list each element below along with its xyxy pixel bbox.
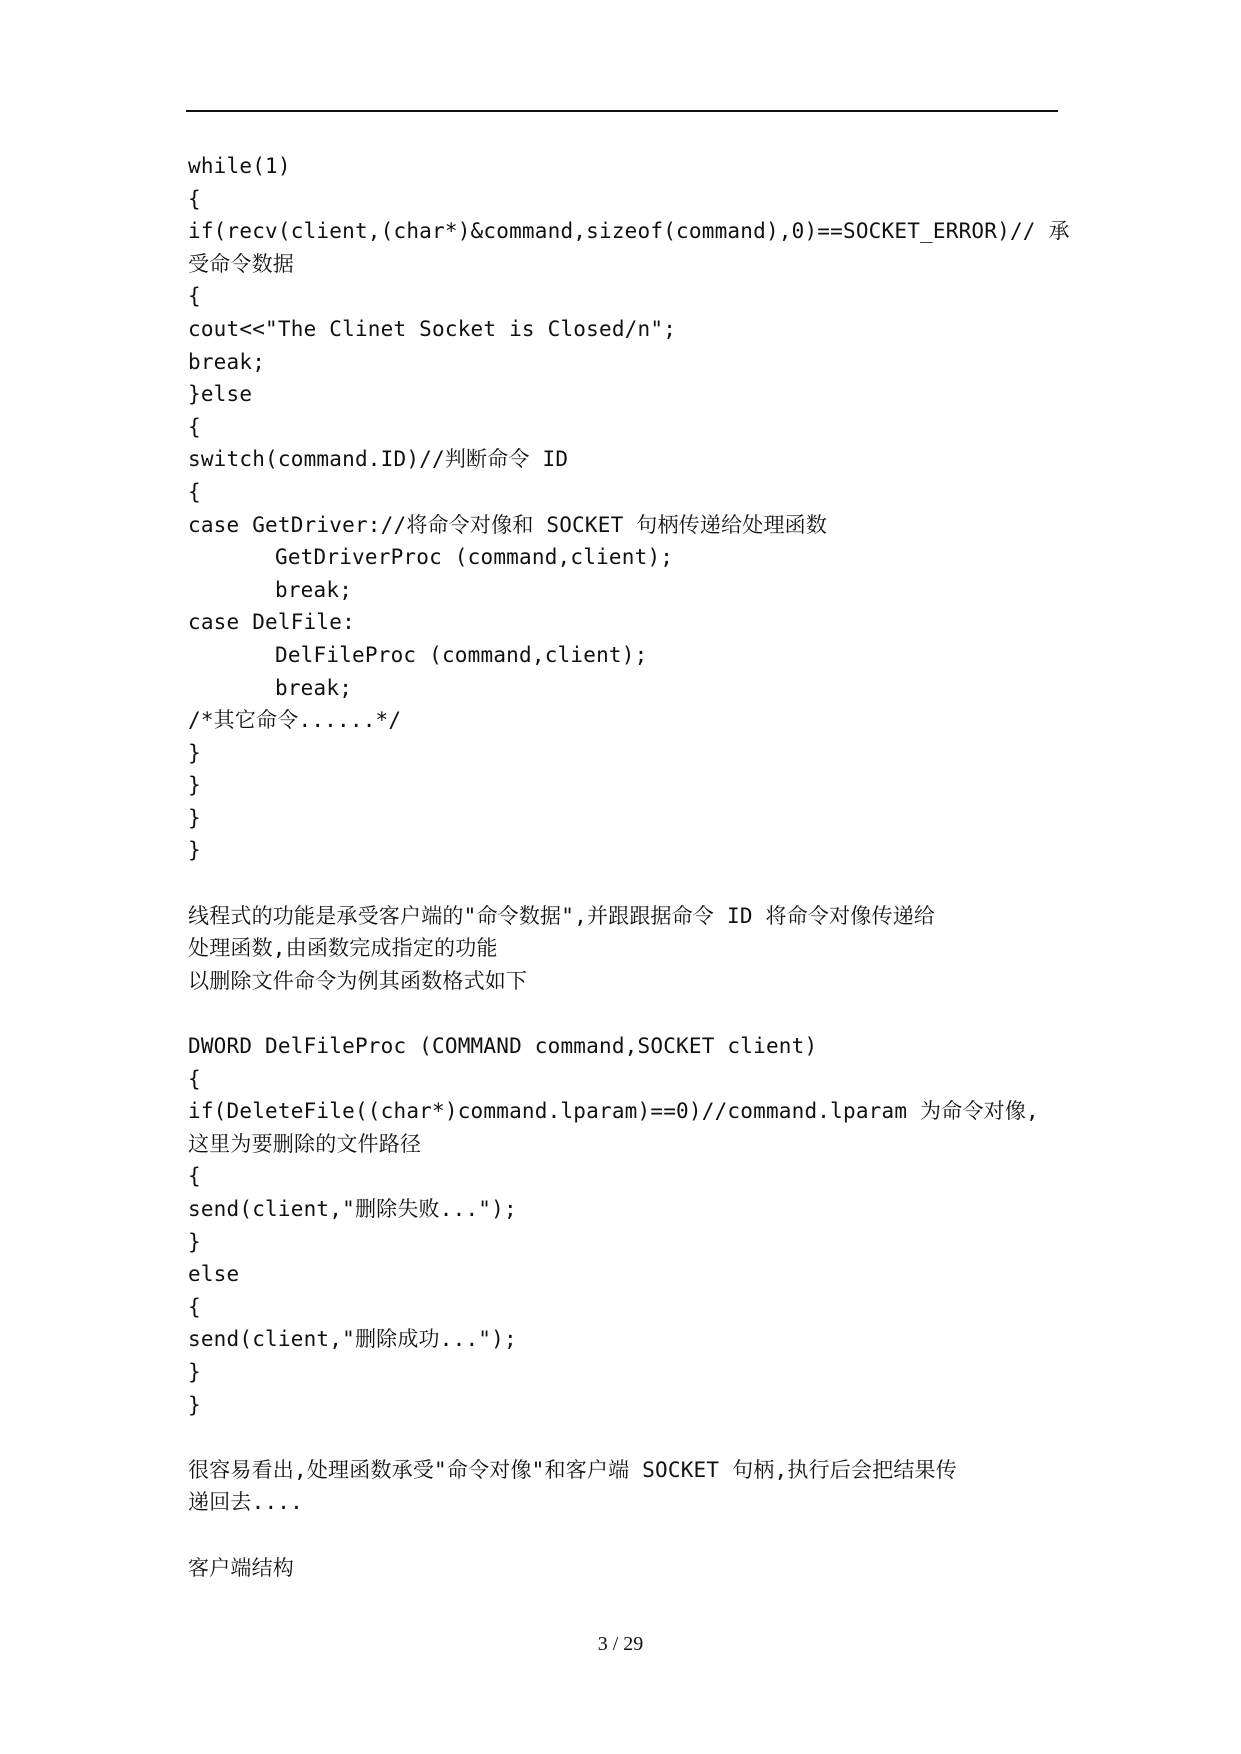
text-line: case DelFile: [188, 610, 355, 635]
text-line: { [188, 414, 201, 439]
blank-line [188, 1421, 1058, 1454]
text-line: 客户端结构 [188, 1555, 294, 1580]
text-line: 以删除文件命令为例其函数格式如下 [188, 968, 528, 993]
blank-line [188, 997, 1058, 1030]
page-number: 3 / 29 [597, 1633, 644, 1655]
text-line: send(client,"删除失败..."); [188, 1197, 517, 1221]
text-line: /*其它命令......*/ [188, 708, 402, 733]
text-line: }else [188, 382, 253, 407]
text-line: { [188, 186, 201, 211]
text-line: send(client,"删除成功..."); [188, 1327, 517, 1352]
text-line: } [188, 740, 201, 765]
text-line: } [188, 1359, 201, 1384]
text-line: case GetDriver://将命令对像和 SOCKET 句柄传递给处理函数 [188, 512, 828, 537]
text-line: } [188, 805, 201, 830]
text-line: } [188, 773, 201, 798]
text-line: { [188, 1066, 201, 1091]
text-line: GetDriverProc (command,client); [275, 545, 674, 570]
text-line: { [188, 479, 201, 504]
text-line: } [188, 1392, 201, 1417]
text-line: 很容易看出,处理函数承受"命令对像"和客户端 SOCKET 句柄,执行后会把结果传 [188, 1457, 957, 1482]
text-line: while(1) [188, 154, 291, 178]
text-line: break; [275, 577, 353, 602]
text-line: 处理函数,由函数完成指定的功能 [188, 936, 498, 961]
document-body [188, 150, 1070, 1584]
text-line: { [188, 284, 201, 309]
text-line: DelFileProc (command,client); [275, 642, 648, 667]
text-line: else [188, 1262, 240, 1287]
text-line: 这里为要删除的文件路径 [188, 1131, 422, 1156]
text-line: 线程式的功能是承受客户端的"命令数据",并跟跟据命令 ID 将命令对像传递给 [188, 903, 936, 928]
text-line: switch(command.ID)//判断命令 ID [188, 447, 569, 472]
text-line: { [188, 1294, 201, 1319]
text-line: } [188, 838, 201, 863]
text-line: break; [188, 349, 266, 374]
header-rule [186, 110, 1058, 112]
text-line: break; [275, 675, 353, 700]
text-line: { [188, 1164, 201, 1189]
text-line: DWORD DelFileProc (COMMAND command,SOCKET client) [188, 1034, 818, 1059]
blank-line [188, 867, 1058, 900]
text-line: 递回去.... [188, 1490, 303, 1515]
text-line: cout<<"The Clinet Socket is Closed/n"; [188, 316, 677, 341]
text-line: if(DeleteFile((char*)command.lparam)==0)//command.lparam 为命令对像, [188, 1099, 1039, 1124]
text-line: 受命令数据 [188, 251, 294, 276]
blank-line [188, 1519, 1058, 1552]
text-line: if(recv(client,(char*)&command,sizeof(command),0)==SOCKET_ERROR)// 承 [188, 219, 1070, 244]
text-line: } [188, 1229, 201, 1254]
